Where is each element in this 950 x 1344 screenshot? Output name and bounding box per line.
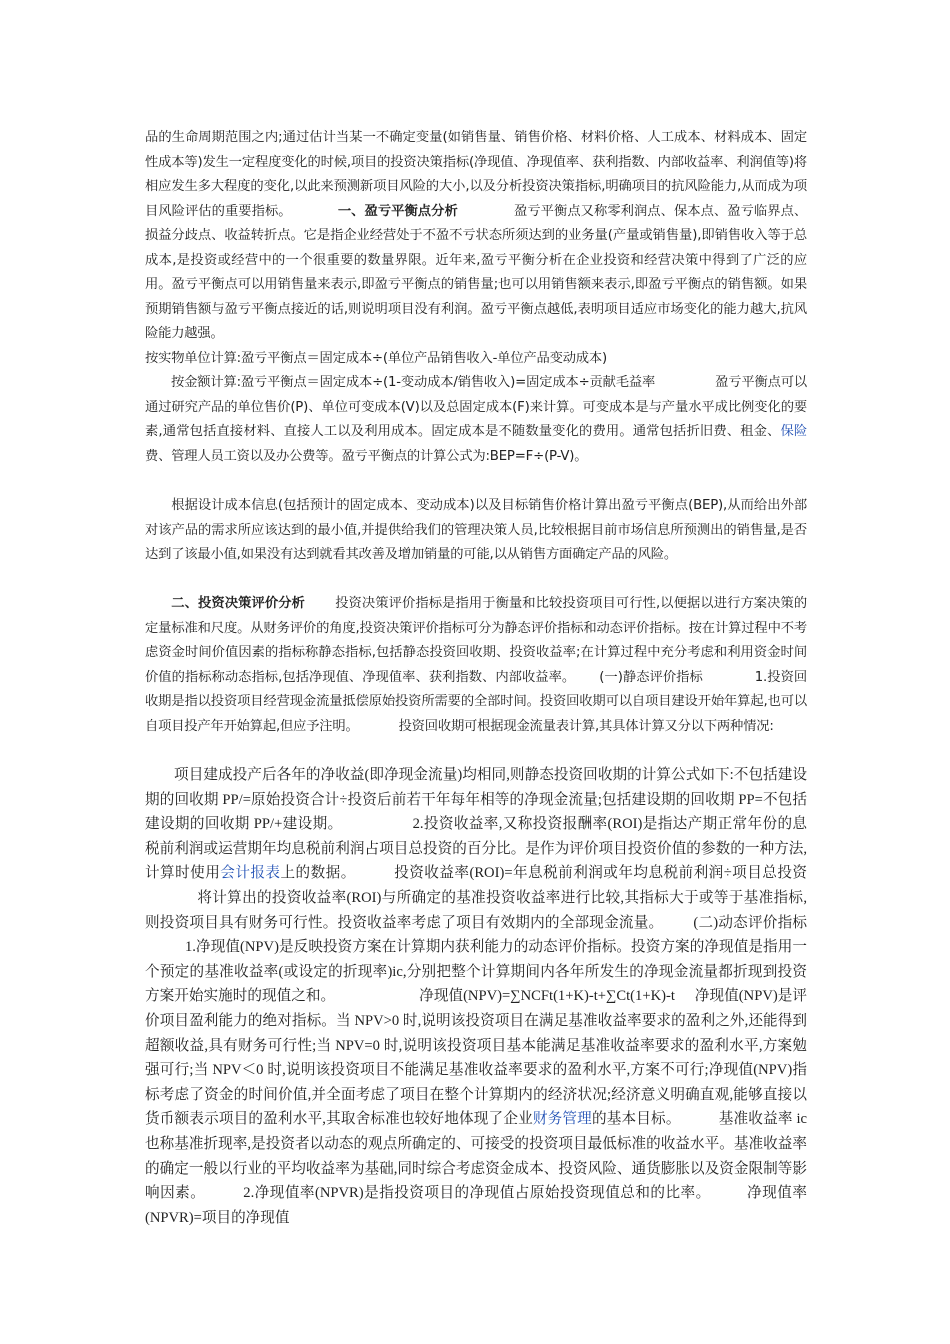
accounting-report-link[interactable]: 会计报表 xyxy=(220,865,281,882)
npv-formula-text: 净现值(NPV)=∑NCFt(1+K)-t+∑Ct(1+K)-t xyxy=(419,988,675,1005)
break-even-components-text: 盈亏平衡点可以通过研究产品的单位售价(P)、单位可变成本(V)以及总固定成本(F)来计算。可变成本是与产量水平成比例变化的要素,通常包括直接材料、直接人工以及利用成本。固定成本是不随数量变化的费用。通常包括折旧费、租金、 xyxy=(145,375,807,439)
financial-management-link[interactable]: 财务管理 xyxy=(532,1111,592,1128)
paragraph-investment-evaluation xyxy=(145,592,807,739)
npv-definition-text: 1.净现值(NPV)是反映投资方案在计算期内获利能力的动态评价指标。投资方案的净现值是指用一个预定的基准收益率(或设定的折现率)ic,分别把整个计算期间内各年所发生的净现金流量都折现到投资方案开始实施时的现值之和。 xyxy=(145,939,807,1005)
roi-formula-text: 投资收益率(ROI)=年息税前利润或年均息税前利润÷项目总投资 xyxy=(393,865,807,882)
static-payback-formula-text: 项目建成投产后各年的净收益(即净现金流量)均相同,则静态投资回收期的计算公式如下:不包括建设期的回收期 PP/=原始投资合计÷投资后前若干年每年相等的净现金流量;包括建设期的回收期 PP=不包括建设期的回收期 PP/+建设期。 xyxy=(145,767,807,833)
static-indicators-heading: (一)静态评价指标 xyxy=(599,669,703,685)
investment-indicators-text: 投资决策评价指标是指用于衡量和比较投资项目可行性,以便据以进行方案决策的定量标准和尺度。从财务评价的角度,投资决策评价指标可分为静态评价指标和动态评价指标。按在计算过程中不考虑资金时间价值因素的指标称静态指标,包括静态投资回收期、投资收益率;在计算过程中充分考虑和利用资金时间价值的指标称动态指标,包括净现值、净现值率、获利指数、内部收益率。 xyxy=(145,596,807,685)
bep-formula-text: 费、管理人员工资以及办公费等。盈亏平衡点的计算公式为:BEP=F÷(P-V)。 xyxy=(145,448,588,464)
amount-formula-text: 按金额计算:盈亏平衡点＝固定成本÷(1-变动成本/销售收入)=固定成本÷贡献毛益率 xyxy=(171,375,656,390)
benchmark-rate-text: 基准收益率 ic 也称基准折现率,是投资者以动态的观点所确定的、可接受的投资项目最低标准的收益水平。基准收益率的确定一般以行业的平均收益率为基础,同时综合考虑资金成本、投资风险、通货膨胀以及资金限制等影响因素。 xyxy=(145,1111,807,1202)
paragraph-static-dynamic-indicators xyxy=(145,763,807,1230)
paragraph-amount-formula xyxy=(145,371,807,469)
roi-comparison-text: 将计算出的投资收益率(ROI)与所确定的基准投资收益率进行比较,其指标大于或等于基准指标,则投资项目具有财务可行性。投资收益率考虑了项目有效期内的全部现金流量。 xyxy=(145,889,807,931)
roi-data-text: 上的数据。 xyxy=(280,865,356,882)
unit-formula-text: 按实物单位计算:盈亏平衡点＝固定成本÷(单位产品销售收入-单位产品变动成本) xyxy=(145,350,607,366)
sensitivity-analysis-text: 品的生命周期范围之内;通过估计当某一不确定变量(如销售量、销售价格、材料价格、人工成本、材料成本、固定性成本等)发生一定程度变化的时候,项目的投资决策指标(净现值、净现值率、获利指数、内部收益率、利润值等)将相应发生多大程度的变化,以此来预测新项目风险的大小,以及分析投资决策指标,明确项目的抗风险能力,从而成为项目风险评估的重要指标。 xyxy=(145,130,807,219)
payback-calc-text: 投资回收期可根据现金流量表计算,其具体计算又分以下两种情况: xyxy=(398,718,774,734)
npv-goal-text: 的基本目标。 xyxy=(591,1111,681,1128)
paragraph-design-cost xyxy=(145,494,807,568)
payback-period-text: 1.投资回收期是指以投资项目经营现金流量抵偿原始投资所需要的全部时间。投资回收期可以自项目建设开始年算起,也可以自项目投产年开始算起,但应予注明。 xyxy=(145,669,807,734)
design-cost-text: 根据设计成本信息(包括预计的固定成本、变动成本)以及目标销售价格计算出盈亏平衡点(BEP),从而给出外部对该产品的需求所应该达到的最小值,并提供给我们的管理决策人员,比较根据目前市场信息所预测出的销售量,是否达到了该最小值,如果没有达到就看其改善及增加销量的可能,以从销售方面确定产品的风险。 xyxy=(145,498,807,562)
break-even-definition-text: 盈亏平衡点又称零利润点、保本点、盈亏临界点、损益分歧点、收益转折点。它是指企业经营处于不盈不亏状态所须达到的业务量(产量或销售量),即销售收入等于总成本,是投资或经营中的一个很重要的数量界限。近年来,盈亏平衡分析在企业投资和经营决策中得到了广泛的应用。盈亏平衡点可以用销售量来表示,即盈亏平衡点的销售量;也可以用销售额来表示,即盈亏平衡点的销售额。如果预期销售额与盈亏平衡点接近的话,则说明项目没有利润。盈亏平衡点越低,表明项目适应市场变化的能力越大,抗风险能力越强。 xyxy=(145,203,807,341)
paragraph-break-even-intro xyxy=(145,126,807,371)
insurance-link[interactable]: 保险 xyxy=(780,424,807,439)
dynamic-indicators-heading: (二)动态评价指标 xyxy=(693,914,807,931)
section-heading-investment: 二、投资决策评价分析 xyxy=(171,596,305,611)
npvr-definition-text: 2.净现值率(NPVR)是指投资项目的净现值占原始投资现值总和的比率。 xyxy=(243,1185,711,1202)
roi-definition-text: 2.投资收益率,又称投资报酬率(ROI)是指达产期正常年份的息税前利润或运营期年均息税前利润占项目总投资的百分比。是作为评价项目投资价值的参数的一种方法,计算时使用 xyxy=(145,816,808,882)
section-heading-break-even: 一、盈亏平衡点分析 xyxy=(337,203,458,219)
npvr-formula-text: 净现值率(NPVR)=项目的净现值 xyxy=(145,1185,807,1226)
npv-evaluation-text: 净现值(NPV)是评价项目盈利能力的绝对指标。当 NPV>0 时,说明该投资项目在满足基准收益率要求的盈利之外,还能得到超额收益,具有财务可行性;当 NPV=0 时,说明该投资项目基本能满足基准收益率要求的盈利水平,方案勉强可行;当 NPV＜0 时,说明该投资项目不能满足基准收益率要求的盈利水平,方案不可行;净现值(NPV)指标考虑了资金的时间价值,并全面考虑了项目在整个计算期内的经济状况;经济意义明确直观,能够直接以货币额表示项目的盈利水平,其取舍标准也较好地体现了企业 xyxy=(145,988,807,1128)
